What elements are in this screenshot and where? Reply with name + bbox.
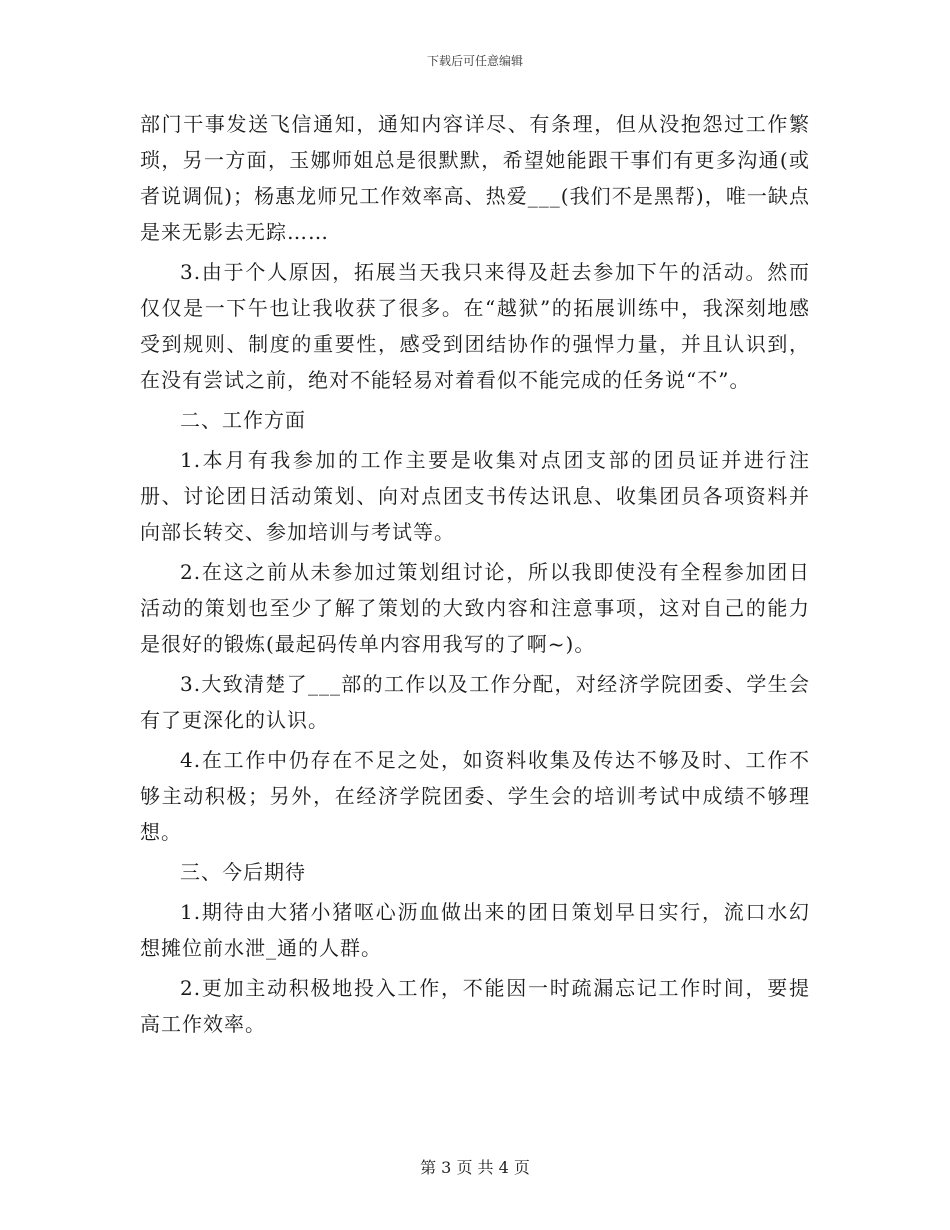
- paragraph: 1.期待由大猪小猪呕心沥血做出来的团日策划早日实行，流口水幻想摊位前水泄_通的人群。: [140, 900, 810, 960]
- paragraph-continuation: 部门干事发送飞信通知，通知内容详尽、有条理，但从没抱怨过工作繁琐，另一方面，玉娜师姐总是很默默，希望她能跟干事们有更多沟通(或者说调侃)；杨惠龙师兄工作效率高、热爱___(我们不是黑帮)，唯一缺点是来无影去无踪……: [140, 112, 810, 244]
- section-heading-work: 二、工作方面: [180, 408, 306, 432]
- paragraph: 2.在这之前从未参加过策划组讨论，所以我即使没有全程参加团日活动的策划也至少了解了策划的大致内容和注意事项，这对自己的能力是很好的锻炼(最起码传单内容用我写的了啊~)。: [140, 560, 810, 656]
- paragraph: 4.在工作中仍存在不足之处，如资料收集及传达不够及时、工作不够主动积极；另外，在经济学院团委、学生会的培训考试中成绩不够理想。: [140, 748, 810, 844]
- page-header: 下载后可任意编辑: [426, 54, 523, 68]
- paragraph: 3.由于个人原因，拓展当天我只来得及赶去参加下午的活动。然而仅仅是一下午也让我收获了很多。在“越狱”的拓展训练中，我深刻地感受到规则、制度的重要性，感受到团结协作的强悍力量，并且认识到，在没有尝试之前，绝对不能轻易对着看似不能完成的任务说“不”。: [140, 260, 810, 392]
- paragraph: 3.大致清楚了___部的工作以及工作分配，对经济学院团委、学生会有了更深化的认识。: [140, 672, 810, 732]
- page-number-footer: 第 3 页 共 4 页: [420, 1158, 530, 1177]
- document-body: [140, 106, 810, 1046]
- section-heading-expectations: 三、今后期待: [180, 860, 306, 884]
- paragraph: 2.更加主动积极地投入工作，不能因一时疏漏忘记工作时间，要提高工作效率。: [140, 976, 810, 1036]
- paragraph: 1.本月有我参加的工作主要是收集对点团支部的团员证并进行注册、讨论团日活动策划、向对点团支书传达讯息、收集团员各项资料并向部长转交、参加培训与考试等。: [140, 448, 810, 544]
